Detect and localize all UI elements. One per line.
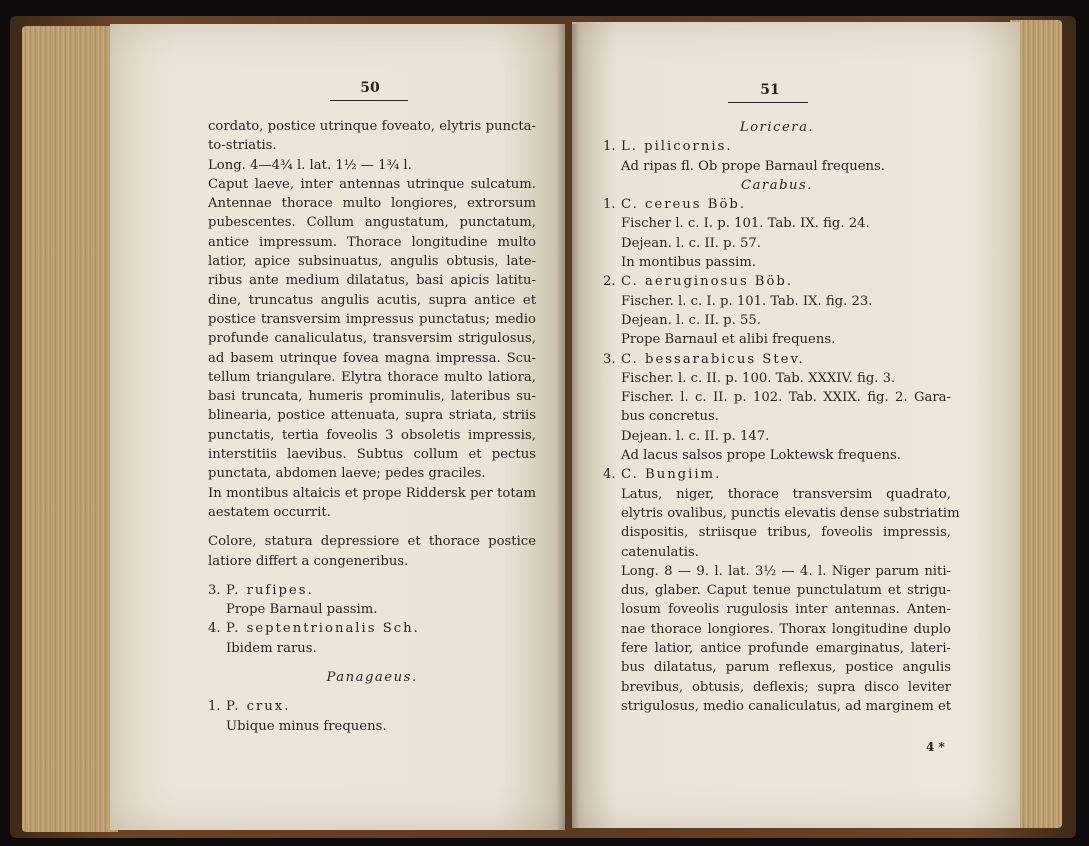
line-text: profunde canaliculatus, transversim strigulosus, [208, 331, 536, 347]
text-line [208, 252, 536, 271]
line-text: dus, glaber. Caput tenue punctulatum et strigu- [621, 583, 951, 599]
line-text: In montibus passim. [621, 255, 756, 271]
text-line [208, 291, 536, 310]
text-line [603, 253, 951, 272]
text-line [208, 136, 536, 155]
line-text: Prope Barnaul passim. [226, 602, 378, 618]
text-line [208, 600, 536, 619]
text-line [208, 445, 536, 464]
line-text: Caput laeve, inter antennas utrinque sulcatum. [208, 176, 536, 192]
text-line [603, 446, 951, 465]
line-text: Fischer. l. c. I. p. 101. Tab. IX. fig. 23. [621, 293, 873, 309]
entry-number: 2. [603, 274, 616, 290]
text-line [603, 234, 951, 253]
right-page-number: 51 [760, 82, 780, 98]
line-text: Ad ripas fl. Ob prope Barnaul frequens. [621, 158, 885, 174]
line-text: Fischer. l. c. II. p. 102. Tab. XXIX. fig. 2. Gara- [621, 390, 951, 406]
text-line [603, 620, 951, 639]
line-text: aestatem occurrit. [208, 504, 331, 520]
line-text: fere latior, antice profunde emarginatus, lateri- [621, 641, 951, 657]
line-text: Prope Barnaul et alibi frequens. [621, 332, 836, 348]
text-line [208, 175, 536, 194]
line-text: ribus ante medium dilatatus, basi apicis latitu- [208, 273, 536, 289]
entry-number: 1. [603, 139, 616, 155]
text-line [208, 349, 536, 368]
text-line [208, 717, 536, 736]
line-text: Ad lacus salsos prope Loktewsk frequens. [621, 448, 901, 464]
entry-number: 4. [603, 467, 616, 483]
paragraph-gap [208, 658, 536, 668]
line-text: Long. 4—4¾ l. lat. 1½ — 1¾ l. [208, 157, 412, 173]
line-text: Panagaeus. [326, 670, 418, 686]
species-entry [208, 697, 536, 716]
line-text: C. cereus Böb. [621, 197, 747, 213]
right-folio-rule [728, 102, 808, 103]
line-text: losum foveolis rugulosis inter antennas. Anten- [621, 602, 951, 618]
line-text: In montibus altaicis et prope Riddersk per totam [208, 485, 536, 501]
line-text: dine, truncatus angulis acutis, supra antice et [208, 292, 536, 308]
genus-heading [208, 668, 536, 687]
text-line [603, 214, 951, 233]
text-line [208, 156, 536, 175]
line-text: C. aeruginosus Böb. [621, 274, 794, 290]
line-text: punctata, abdomen laeve; pedes graciles. [208, 466, 486, 482]
line-text: C. Bungiim. [621, 467, 722, 483]
line-text: Long. 8 — 9. l. lat. 3½ — 4. l. Niger parum niti- [621, 563, 951, 579]
line-text: brevibus, obtusis, deflexis; supra disco leviter [621, 679, 951, 695]
line-text: latiore differt a congeneribus. [208, 553, 409, 569]
species-entry [603, 195, 951, 214]
line-text: Colore, statura depressiore et thorace postice [208, 534, 536, 550]
text-line [603, 600, 951, 619]
text-line [208, 503, 536, 522]
text-line [603, 157, 951, 176]
text-line [208, 387, 536, 406]
line-text: Ubique minus frequens. [226, 718, 387, 734]
paragraph-gap [208, 571, 536, 581]
paragraph-gap [208, 522, 536, 532]
text-line [603, 485, 951, 504]
entry-number: 4. [208, 621, 221, 637]
left-folio-rule [330, 100, 408, 101]
line-text: Fischer. l. c. II. p. 100. Tab. XXXIV. fig. 3. [621, 370, 896, 386]
line-text: bus dilatatus, parum reflexus, postice angulis [621, 660, 951, 676]
line-text: L. pilicornis. [621, 139, 733, 155]
text-line [603, 388, 951, 407]
right-page-text [603, 118, 960, 716]
line-text: tellum triangulare. Elytra thorace multo latiora, [208, 369, 536, 385]
text-line [208, 233, 536, 252]
text-line [208, 117, 536, 136]
line-text: strigulosus, medio canaliculatus, ad marginem et [621, 698, 952, 714]
line-text: cordato, postice utrinque foveato, elytris puncta- [208, 119, 536, 134]
genus-heading [603, 176, 951, 195]
left-page-number: 50 [360, 80, 380, 96]
line-text: latior, apice subsinuatus, angulis obtusis, late- [208, 254, 536, 270]
line-text: pubescentes. Collum angustatum, punctatum, [208, 215, 536, 231]
text-line [603, 427, 951, 446]
line-text: Ibidem rarus. [226, 640, 317, 656]
entry-number: 1. [208, 699, 221, 715]
line-text: Fischer l. c. I. p. 101. Tab. IX. fig. 24. [621, 216, 870, 232]
text-line [603, 639, 951, 658]
line-text: Antennae thorace multo longiores, extrorsum [208, 196, 536, 212]
left-page-text [208, 117, 536, 736]
text-line [208, 194, 536, 213]
text-line [208, 368, 536, 387]
text-line [603, 658, 951, 677]
text-line [208, 532, 536, 551]
text-line [603, 369, 951, 388]
entry-number: 3. [603, 351, 616, 367]
signature-mark: 4 * [926, 740, 945, 754]
line-text: Dejean. l. c. II. p. 57. [621, 235, 761, 251]
species-entry [603, 465, 951, 484]
text-line [603, 330, 951, 349]
text-line [208, 271, 536, 290]
line-text: Dejean. l. c. II. p. 55. [621, 312, 761, 328]
text-line [208, 213, 536, 232]
line-text: catenulatis. [621, 544, 699, 560]
text-line [603, 581, 951, 600]
book-gutter [556, 24, 580, 830]
text-line [208, 406, 536, 425]
line-text: postice transversim impressus punctatus; medio [208, 311, 536, 327]
line-text: P. septentrionalis Sch. [226, 621, 420, 637]
line-text: nae thorace longiores. Thorax longitudine duplo [621, 621, 951, 637]
line-text: C. bessarabicus Stev. [621, 351, 805, 367]
line-text: interstitiis laevibus. Subtus collum et pectus [208, 447, 536, 463]
text-line [208, 484, 536, 503]
line-text: Loricera. [739, 120, 815, 135]
text-line [603, 543, 951, 562]
paragraph-gap [208, 687, 536, 697]
text-line [603, 678, 951, 697]
text-line [208, 552, 536, 571]
text-line [603, 504, 960, 523]
line-text: blinearia, postice attenuata, supra striata, striis [208, 408, 536, 424]
text-line [208, 639, 536, 658]
line-text: dispositis, striisque tribus, foveolis impressis, [621, 525, 951, 541]
line-text: bus concretus. [621, 409, 719, 425]
entry-number: 3. [208, 582, 221, 598]
species-entry [208, 619, 536, 638]
line-text: Latus, niger, thorace transversim quadrato, [621, 486, 951, 502]
line-text: P. crux. [226, 699, 291, 715]
species-entry [603, 272, 951, 291]
text-line [603, 697, 951, 716]
line-text: to-striatis. [208, 138, 277, 154]
genus-heading [603, 118, 951, 137]
text-line [208, 310, 536, 329]
text-line [208, 426, 536, 445]
line-text: punctatis, tertia foveolis 3 obsoletis impressis, [208, 427, 536, 443]
line-text: P. rufipes. [226, 582, 314, 598]
line-text: antice impressum. Thorace longitudine multo [208, 234, 536, 250]
line-text: basi truncata, humeris prominulis, lateribus su- [208, 389, 536, 405]
species-entry [208, 581, 536, 600]
text-line [603, 523, 951, 542]
entry-number: 1. [603, 197, 616, 213]
text-line [208, 329, 536, 348]
page-edges-left [22, 26, 118, 832]
line-text: ad basem utrinque fovea magna impressa. Scu- [208, 350, 536, 366]
text-line [603, 292, 951, 311]
line-text: Carabus. [740, 177, 813, 193]
species-entry [603, 137, 951, 156]
text-line [208, 464, 536, 483]
line-text: Dejean. l. c. II. p. 147. [621, 428, 770, 444]
species-entry [603, 350, 951, 369]
line-text: elytris ovalibus, punctis elevatis dense substriatim [621, 505, 960, 521]
text-line [603, 407, 951, 426]
text-line [603, 562, 951, 581]
text-line [603, 311, 951, 330]
